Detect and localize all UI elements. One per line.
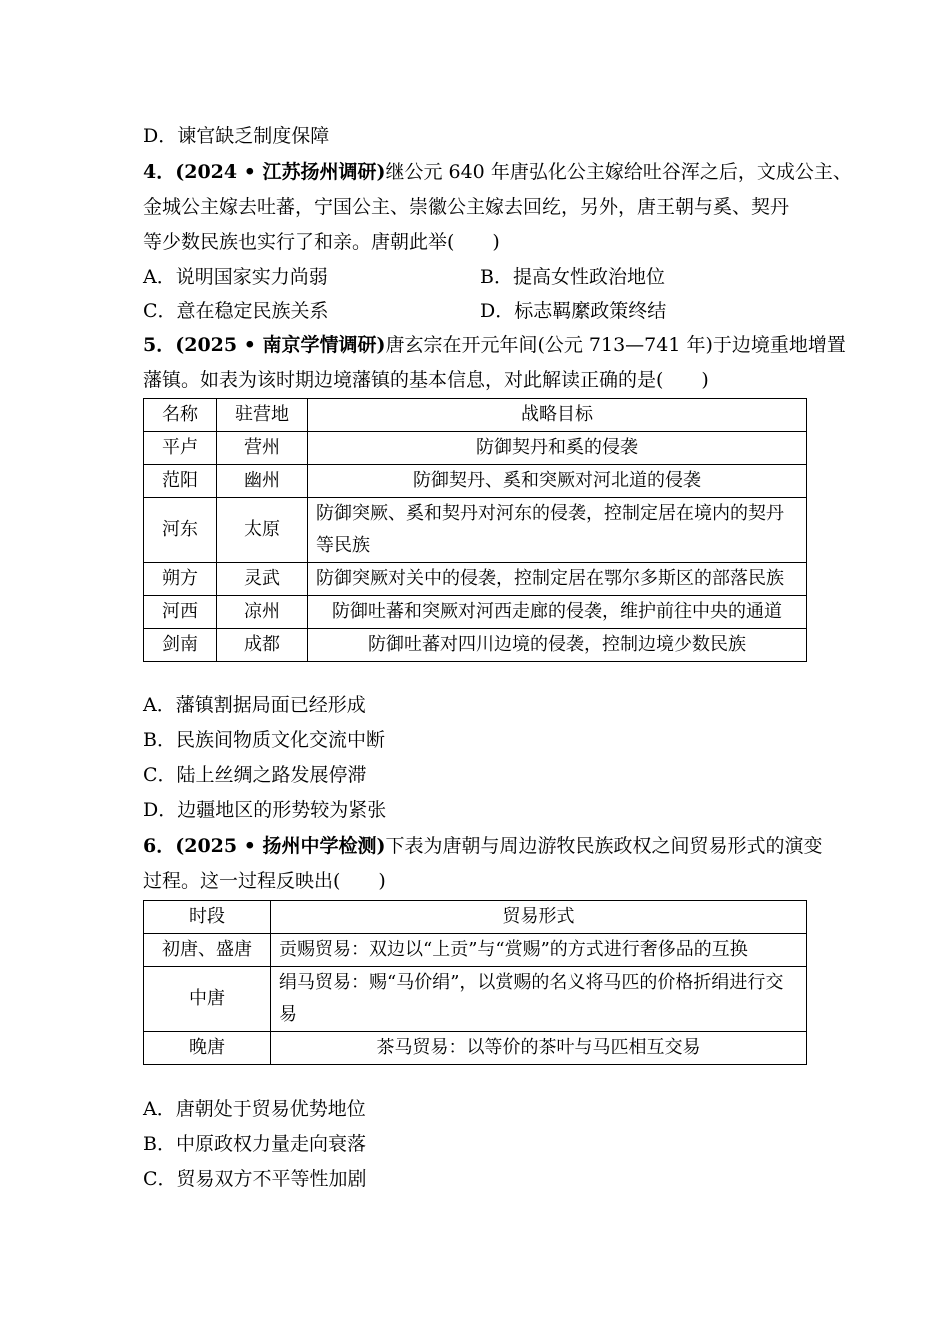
- q5-stem-text: 唐玄宗在开元年间(公元 713—741 年)于边境重地增置: [385, 334, 846, 356]
- table-cell: 防御突厥、奚和契丹对河东的侵袭，控制定居在境内的契丹等民族: [308, 498, 807, 563]
- table-cell: 河东: [144, 498, 217, 563]
- table-row: [144, 934, 807, 967]
- q4-stem-text: 继公元 640 年唐弘化公主嫁给吐谷浑之后，文成公主、: [385, 161, 852, 183]
- table-cell: 太原: [217, 498, 308, 563]
- table-header-cell: 贸易形式: [271, 901, 807, 934]
- q4-stem-line1: [143, 160, 852, 184]
- q3-option-d: D．谏官缺乏制度保障: [143, 125, 330, 147]
- table-cell: 防御吐蕃对四川边境的侵袭，控制边境少数民族: [308, 629, 807, 662]
- table-cell: 绢马贸易：赐“马价绢”，以赏赐的名义将马匹的价格折绢进行交易: [271, 967, 807, 1032]
- table-cell: 朔方: [144, 563, 217, 596]
- table-cell: 茶马贸易：以等价的茶叶与马匹相互交易: [271, 1032, 807, 1065]
- table-cell: 防御契丹、奚和突厥对河北道的侵袭: [308, 465, 807, 498]
- table-cell: 河西: [144, 596, 217, 629]
- q4-option-d: D．标志羁縻政策终结: [480, 300, 667, 322]
- q4-number: 4．: [143, 161, 176, 183]
- table-cell: 防御突厥对关中的侵袭，控制定居在鄂尔多斯区的部落民族: [308, 563, 807, 596]
- table-cell: 范阳: [144, 465, 217, 498]
- table-header-row: [144, 399, 807, 432]
- table-cell: 晚唐: [144, 1032, 271, 1065]
- table-header-cell: 战略目标: [308, 399, 807, 432]
- q4-option-a: A．说明国家实力尚弱: [143, 266, 328, 288]
- q5-stem-line1: [143, 333, 846, 357]
- table-cell: 防御契丹和奚的侵袭: [308, 432, 807, 465]
- q6-stem-line2: 过程。这一过程反映出( ): [143, 870, 386, 892]
- q6-stem-text: 下表为唐朝与周边游牧民族政权之间贸易形式的演变: [385, 835, 823, 857]
- table-cell: 平卢: [144, 432, 217, 465]
- table-cell: 初唐、盛唐: [144, 934, 271, 967]
- table-cell: 凉州: [217, 596, 308, 629]
- q6-stem-line1: [143, 834, 822, 858]
- q5-option-c: C．陆上丝绸之路发展停滞: [143, 764, 367, 786]
- q5-source: (2025 • 南京学情调研): [175, 334, 386, 356]
- q6-option-a: A．唐朝处于贸易优势地位: [143, 1098, 366, 1120]
- table-row: [144, 1032, 807, 1065]
- q4-source: (2024 • 江苏扬州调研): [175, 161, 386, 183]
- table-row: [144, 629, 807, 662]
- table-cell: 成都: [217, 629, 308, 662]
- q5-option-b: B．民族间物质文化交流中断: [143, 729, 385, 751]
- q4-stem-line3: 等少数民族也实行了和亲。唐朝此举( ): [143, 231, 500, 253]
- table-cell: 剑南: [144, 629, 217, 662]
- table-row: [144, 563, 807, 596]
- table-header-cell: 驻营地: [217, 399, 308, 432]
- table-header-cell: 名称: [144, 399, 217, 432]
- table-row: [144, 596, 807, 629]
- table-header-row: [144, 901, 807, 934]
- q6-option-c: C．贸易双方不平等性加剧: [143, 1168, 367, 1190]
- table-cell: 营州: [217, 432, 308, 465]
- q6-number: 6．: [143, 835, 176, 857]
- q4-option-c: C．意在稳定民族关系: [143, 300, 329, 322]
- table-row: [144, 498, 807, 563]
- table-header-cell: 时段: [144, 901, 271, 934]
- q5-option-d: D．边疆地区的形势较为紧张: [143, 799, 387, 821]
- q6-table: [143, 900, 807, 1065]
- q4-stem-line2: 金城公主嫁去吐蕃，宁国公主、崇徽公主嫁去回纥，另外，唐王朝与奚、契丹: [143, 196, 790, 218]
- q6-option-b: B．中原政权力量走向衰落: [143, 1133, 366, 1155]
- table-cell: 幽州: [217, 465, 308, 498]
- q4-option-b: B．提高女性政治地位: [480, 266, 665, 288]
- q6-source: (2025 • 扬州中学检测): [175, 835, 386, 857]
- q5-option-a: A．藩镇割据局面已经形成: [143, 694, 366, 716]
- table-cell: 防御吐蕃和突厥对河西走廊的侵袭，维护前往中央的通道: [308, 596, 807, 629]
- q5-stem-line2: 藩镇。如表为该时期边境藩镇的基本信息，对此解读正确的是( ): [143, 369, 709, 391]
- q5-table: [143, 398, 807, 662]
- table-row: [144, 967, 807, 1032]
- table-cell: 贡赐贸易：双边以“上贡”与“赏赐”的方式进行奢侈品的互换: [271, 934, 807, 967]
- table-cell: 灵武: [217, 563, 308, 596]
- q5-number: 5．: [143, 334, 176, 356]
- table-row: [144, 465, 807, 498]
- table-row: [144, 432, 807, 465]
- table-cell: 中唐: [144, 967, 271, 1032]
